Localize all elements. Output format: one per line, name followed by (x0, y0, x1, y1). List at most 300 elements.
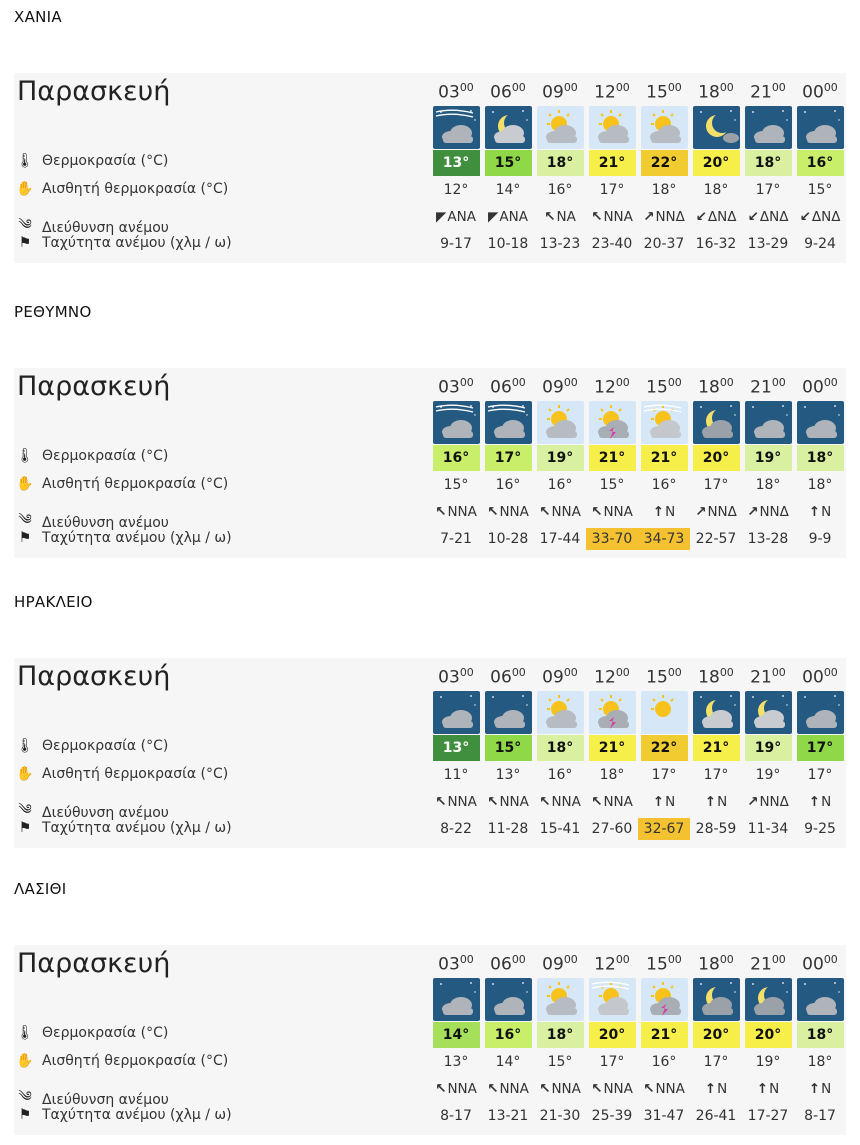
time-minutes: 00 (615, 376, 630, 389)
temperature-value: 20° (693, 1022, 740, 1048)
temperature-value: 20° (693, 150, 740, 176)
wind-direction-text: ΝΝΔ (707, 504, 737, 520)
wind-speed-value: 13-28 (747, 531, 789, 547)
wind-direction-text: Ν (821, 1081, 832, 1097)
night-cloudy-icon (797, 691, 844, 734)
time-minutes: 00 (511, 376, 526, 389)
wind-arrow-icon: ↖ (487, 1081, 499, 1097)
storm-icon (589, 401, 636, 444)
wind-direction-value (482, 1078, 534, 1100)
time-minutes: 00 (667, 81, 682, 94)
forecast-panel (14, 658, 846, 848)
time-label (482, 666, 534, 688)
time-label (534, 953, 586, 975)
temperature-cell (534, 150, 586, 176)
wind-arrow-icon: ◤ (436, 209, 447, 225)
temperature-value: 18° (537, 735, 584, 761)
weather-icon-cell (690, 691, 742, 734)
wind-direction-value (742, 501, 794, 523)
wind-direction-value (430, 1078, 482, 1100)
wind-direction-value (430, 791, 482, 813)
sun-cloud-icon (589, 106, 636, 149)
time-label (430, 666, 482, 688)
night-partly-cloudy-icon (485, 106, 532, 149)
wind-speed-value: 26-41 (695, 1108, 737, 1124)
wind-direction-value (586, 1078, 638, 1100)
wind-direction-label: Διεύθυνση ανέμου (42, 515, 169, 531)
time-label (586, 376, 638, 398)
wind-direction-row (430, 501, 846, 523)
feels-like-value: 17° (651, 767, 677, 783)
wind-direction-text: ΝΝΑ (551, 1081, 581, 1097)
temperature-cell (690, 445, 742, 471)
time-hour: 06 (490, 377, 512, 398)
wind-direction-value (690, 791, 742, 813)
temperature-cell (586, 445, 638, 471)
time-minutes: 00 (563, 666, 578, 679)
time-hour: 21 (750, 82, 772, 103)
wind-speed-value: 34-73 (638, 528, 690, 550)
temperature-value: 18° (537, 1022, 584, 1048)
wind-arrow-icon: ↖ (435, 794, 447, 810)
time-hour: 03 (438, 82, 460, 103)
night-cloudy-wind-icon (485, 401, 532, 444)
wind-direction-value (534, 1078, 586, 1100)
temperature-value: 18° (797, 1022, 844, 1048)
wind-direction-text: ΔΝΔ (811, 209, 841, 225)
wind-direction-text: ΔΝΔ (707, 209, 737, 225)
day-title: Παρασκευή (17, 76, 171, 107)
time-minutes: 00 (615, 81, 630, 94)
time-minutes: 00 (667, 953, 682, 966)
feels-like-row-label (14, 181, 228, 197)
night-cloudy-icon (433, 691, 480, 734)
feels-like-row-label (14, 476, 228, 492)
feels-like-value: 17° (703, 767, 729, 783)
time-minutes: 00 (563, 953, 578, 966)
feels-like-value: 17° (807, 767, 833, 783)
time-minutes: 00 (771, 953, 786, 966)
temperature-value: 13° (433, 735, 480, 761)
wind-speed-value: 13-23 (539, 236, 581, 252)
wind-direction-value (638, 206, 690, 228)
region-title: ΗΡΑΚΛΕΙΟ (14, 593, 93, 611)
weather-icon-cell (638, 106, 690, 149)
feels-like-value: 11° (443, 767, 469, 783)
weather-icon-cell (690, 401, 742, 444)
wind-speed-value: 17-44 (539, 531, 581, 547)
time-hour: 12 (594, 954, 616, 975)
temperature-value: 21° (589, 735, 636, 761)
feels-like-row-label (14, 1053, 228, 1069)
temperature-cell (794, 735, 846, 761)
wind-direction-text: ΝΝΑ (447, 1081, 477, 1097)
weather-icon-cell (690, 106, 742, 149)
feels-like-value: 18° (807, 477, 833, 493)
temperature-value: 20° (693, 445, 740, 471)
time-minutes: 00 (719, 81, 734, 94)
temperature-value: 17° (797, 735, 844, 761)
wind-speed-value: 8-17 (440, 1108, 472, 1124)
wind-direction-label: Διεύθυνση ανέμου (42, 805, 169, 821)
time-label (690, 376, 742, 398)
night-cloudy-icon (485, 978, 532, 1021)
temperature-value: 19° (745, 445, 792, 471)
time-label (794, 953, 846, 975)
temperature-label: Θερμοκρασία (°C) (42, 1025, 169, 1041)
time-minutes: 00 (615, 953, 630, 966)
time-minutes: 00 (511, 666, 526, 679)
temperature-label: Θερμοκρασία (°C) (42, 448, 169, 464)
time-hour: 03 (438, 954, 460, 975)
wind-arrow-icon: ◤ (488, 209, 499, 225)
temperature-value: 19° (745, 735, 792, 761)
wind-direction-text: ΝΝΑ (447, 504, 477, 520)
wind-speed-row (430, 233, 846, 255)
wind-direction-row (430, 206, 846, 228)
time-label (742, 81, 794, 103)
wind-direction-value (794, 206, 846, 228)
sun-cloud-icon (537, 691, 584, 734)
wind-direction-text: ΑΝΑ (447, 209, 476, 225)
weather-icon-cell (742, 106, 794, 149)
feels-like-value: 19° (755, 767, 781, 783)
moon-icon (693, 106, 740, 149)
time-label (482, 81, 534, 103)
feels-like-label: Αισθητή θερμοκρασία (°C) (42, 181, 229, 197)
wind-direction-value (586, 791, 638, 813)
weather-icon-cell (638, 691, 690, 734)
temperature-cell (482, 1022, 534, 1048)
time-hour: 15 (646, 377, 668, 398)
time-label (430, 81, 482, 103)
temperature-cell (482, 735, 534, 761)
wind-direction-text: ΝΝΔ (655, 209, 685, 225)
night-cloudy-icon (745, 106, 792, 149)
wind-arrow-icon: ↗ (643, 209, 655, 225)
time-label (430, 953, 482, 975)
time-label (742, 666, 794, 688)
wind-direction-value (690, 206, 742, 228)
wind-direction-label: Διεύθυνση ανέμου (42, 220, 169, 236)
thermometer-icon: 🌡 (16, 153, 34, 169)
time-minutes: 00 (823, 376, 838, 389)
wind-arrow-icon: ↖ (643, 1081, 655, 1097)
weather-icon-row (430, 691, 846, 734)
feels-like-value: 18° (703, 182, 729, 198)
feels-like-value: 15° (807, 182, 833, 198)
time-minutes: 00 (771, 666, 786, 679)
feels-like-value: 17° (599, 182, 625, 198)
wind-direction-value (794, 791, 846, 813)
wind-arrow-icon: ↗ (747, 794, 759, 810)
weather-icon-cell (430, 401, 482, 444)
feels-like-value: 14° (495, 182, 521, 198)
wind-speed-value: 31-47 (643, 1108, 685, 1124)
wind-speed-value: 16-32 (695, 236, 737, 252)
time-label (430, 376, 482, 398)
weather-icon-cell (742, 401, 794, 444)
feels-like-value: 17° (703, 477, 729, 493)
weather-icon-cell (638, 401, 690, 444)
wind-speed-value: 13-29 (747, 236, 789, 252)
wind-arrow-icon: ↖ (487, 504, 499, 520)
feels-like-value: 16° (547, 767, 573, 783)
feels-like-value: 16° (651, 1054, 677, 1070)
wind-speed-value: 13-21 (487, 1108, 529, 1124)
time-hour: 09 (542, 667, 564, 688)
time-minutes: 00 (563, 81, 578, 94)
wind-direction-value (638, 501, 690, 523)
wind-speed-value: 8-17 (804, 1108, 836, 1124)
temperature-cell (690, 735, 742, 761)
forecast-panel (14, 73, 846, 263)
time-label (742, 953, 794, 975)
wind-arrow-icon: ↑ (808, 794, 821, 810)
feels-like-value: 17° (599, 1054, 625, 1070)
temperature-cell (586, 735, 638, 761)
weather-icon-cell (794, 106, 846, 149)
feels-like-value: 16° (651, 477, 677, 493)
weather-icon-cell (482, 106, 534, 149)
temperature-cell (742, 735, 794, 761)
time-hour: 12 (594, 667, 616, 688)
temperature-cell (430, 1022, 482, 1048)
sun-cloud-wind-icon (641, 401, 688, 444)
time-minutes: 00 (615, 666, 630, 679)
time-hour: 06 (490, 954, 512, 975)
weather-icon-cell (586, 401, 638, 444)
wind-arrow-icon: ↖ (487, 794, 499, 810)
time-label (638, 953, 690, 975)
feels-like-row (430, 474, 846, 496)
night-cloudy-wind-icon (433, 401, 480, 444)
wind-direction-text: Ν (821, 504, 832, 520)
time-hour: 03 (438, 667, 460, 688)
time-hour: 09 (542, 954, 564, 975)
temperature-value: 13° (433, 150, 480, 176)
feels-like-row (430, 179, 846, 201)
forecast-panel (14, 945, 846, 1135)
wind-speed-value: 11-34 (747, 821, 789, 837)
wind-direction-text: ΝΑ (556, 209, 576, 225)
feels-like-value: 15° (443, 477, 469, 493)
temperature-value: 16° (485, 1022, 532, 1048)
feels-like-value: 17° (703, 1054, 729, 1070)
feels-like-value: 15° (599, 477, 625, 493)
time-minutes: 00 (459, 376, 474, 389)
temperature-cell (638, 150, 690, 176)
temperature-cell (742, 445, 794, 471)
region-title: ΡΕΘΥΜΝΟ (14, 303, 92, 321)
wind-direction-text: ΝΝΔ (759, 794, 789, 810)
temperature-cell (690, 150, 742, 176)
temperature-cell (690, 1022, 742, 1048)
feels-like-value: 18° (651, 182, 677, 198)
feels-like-value: 18° (599, 767, 625, 783)
weather-icon-row (430, 106, 846, 149)
time-label (534, 666, 586, 688)
temperature-value: 15° (485, 735, 532, 761)
temperature-value: 21° (589, 445, 636, 471)
wind-speed-value: 8-22 (440, 821, 472, 837)
temperature-value: 22° (641, 735, 688, 761)
time-hour: 21 (750, 954, 772, 975)
sun-cloud-icon (537, 401, 584, 444)
wind-direction-text: Ν (665, 504, 676, 520)
wind-direction-text: ΝΝΑ (655, 1081, 685, 1097)
time-label (794, 81, 846, 103)
night-cloudy-moon-icon (693, 401, 740, 444)
flag-icon: ⚑ (18, 1107, 32, 1123)
temperature-cell (742, 1022, 794, 1048)
time-label (690, 953, 742, 975)
thermometer-icon: 🌡 (16, 1025, 34, 1041)
weather-icon-cell (586, 978, 638, 1021)
temperature-label: Θερμοκρασία (°C) (42, 738, 169, 754)
wind-direction-row (430, 1078, 846, 1100)
flag-icon: ⚑ (18, 530, 32, 546)
wind-speed-value: 20-37 (643, 236, 685, 252)
wind-direction-text: ΝΝΑ (603, 209, 633, 225)
wind-arrow-icon: ↑ (652, 794, 665, 810)
wind-direction-value (742, 206, 794, 228)
time-hour: 18 (698, 667, 720, 688)
wind-direction-value (638, 791, 690, 813)
temperature-cell (794, 150, 846, 176)
flag-icon: ⚑ (18, 235, 32, 251)
time-hour: 03 (438, 377, 460, 398)
temperature-label: Θερμοκρασία (°C) (42, 153, 169, 169)
time-minutes: 00 (563, 376, 578, 389)
time-label (586, 81, 638, 103)
day-title: Παρασκευή (17, 371, 171, 402)
wind-direction-row (430, 791, 846, 813)
time-minutes: 00 (459, 953, 474, 966)
time-minutes: 00 (719, 666, 734, 679)
time-label (586, 953, 638, 975)
wind-arrow-icon: ↖ (544, 209, 556, 225)
wind-direction-value (534, 501, 586, 523)
temperature-value: 21° (589, 150, 636, 176)
temperature-value: 18° (797, 445, 844, 471)
time-minutes: 00 (771, 81, 786, 94)
wind-direction-value (586, 501, 638, 523)
forecast-panel (14, 368, 846, 558)
weather-icon-cell (482, 691, 534, 734)
wind-speed-label: Ταχύτητα ανέμου (χλμ / ω) (42, 820, 232, 836)
weather-icon-cell (638, 978, 690, 1021)
feels-like-label: Αισθητή θερμοκρασία (°C) (42, 1053, 229, 1069)
wind-speed-row-label (14, 235, 232, 251)
wind-arrow-icon: ↗ (695, 504, 707, 520)
weather-icon-cell (742, 978, 794, 1021)
wind-speed-value: 17-27 (747, 1108, 789, 1124)
day-title: Παρασκευή (17, 948, 171, 979)
sun-cloud-icon (537, 978, 584, 1021)
wind-arrow-icon: ↙ (799, 209, 811, 225)
night-cloudy-icon (797, 401, 844, 444)
wind-speed-value: 33-70 (586, 528, 638, 550)
time-minutes: 00 (459, 81, 474, 94)
time-hour: 06 (490, 82, 512, 103)
temperature-cell (638, 445, 690, 471)
temperature-row (430, 445, 846, 471)
thermometer-icon: 🌡 (16, 448, 34, 464)
weather-icon-cell (742, 691, 794, 734)
feels-like-value: 15° (547, 1054, 573, 1070)
time-label (638, 666, 690, 688)
time-label (638, 81, 690, 103)
hand-icon: ✋ (16, 1053, 34, 1069)
time-hour: 00 (802, 82, 824, 103)
weather-icon-cell (482, 401, 534, 444)
wind-speed-row (430, 528, 846, 550)
feels-like-value: 18° (755, 477, 781, 493)
wind-speed-label: Ταχύτητα ανέμου (χλμ / ω) (42, 235, 232, 251)
weather-icon-cell (430, 691, 482, 734)
wind-speed-row (430, 1105, 846, 1127)
time-minutes: 00 (667, 376, 682, 389)
wind-direction-value (534, 206, 586, 228)
feels-like-label: Αισθητή θερμοκρασία (°C) (42, 766, 229, 782)
temperature-cell (482, 445, 534, 471)
feels-like-value: 16° (547, 477, 573, 493)
weather-icon-cell (794, 978, 846, 1021)
wind-direction-value (742, 1078, 794, 1100)
temperature-value: 22° (641, 150, 688, 176)
feels-like-row-label (14, 766, 228, 782)
time-minutes: 00 (771, 376, 786, 389)
temperature-row-label (14, 738, 168, 754)
wind-speed-value: 11-28 (487, 821, 529, 837)
time-minutes: 00 (511, 953, 526, 966)
wind-direction-value (742, 791, 794, 813)
feels-like-row (430, 764, 846, 786)
wind-arrow-icon: ↑ (808, 1081, 821, 1097)
time-label (586, 666, 638, 688)
hand-icon: ✋ (16, 181, 34, 197)
temperature-value: 21° (693, 735, 740, 761)
wind-direction-value (690, 501, 742, 523)
weather-icon-cell (534, 691, 586, 734)
feels-like-value: 16° (547, 182, 573, 198)
time-label (482, 953, 534, 975)
storm-icon (589, 691, 636, 734)
temperature-cell (794, 1022, 846, 1048)
temperature-value: 18° (537, 150, 584, 176)
night-cloudy-icon (485, 691, 532, 734)
wind-arrow-icon: ↖ (591, 504, 603, 520)
wind-arrow-icon: ↗ (747, 504, 759, 520)
wind-speed-value: 9-9 (808, 531, 832, 547)
wind-direction-label: Διεύθυνση ανέμου (42, 1092, 169, 1108)
time-hour: 15 (646, 667, 668, 688)
time-row (430, 666, 846, 688)
temperature-value: 18° (745, 150, 792, 176)
time-row (430, 376, 846, 398)
time-hour: 21 (750, 667, 772, 688)
wind-direction-value (586, 206, 638, 228)
temperature-cell (534, 735, 586, 761)
flag-icon: ⚑ (18, 820, 32, 836)
wind-arrow-icon: ↑ (756, 1081, 769, 1097)
feels-like-value: 16° (495, 477, 521, 493)
temperature-value: 15° (485, 150, 532, 176)
wind-arrow-icon: ↖ (539, 504, 551, 520)
time-hour: 12 (594, 82, 616, 103)
feels-like-value: 17° (755, 182, 781, 198)
